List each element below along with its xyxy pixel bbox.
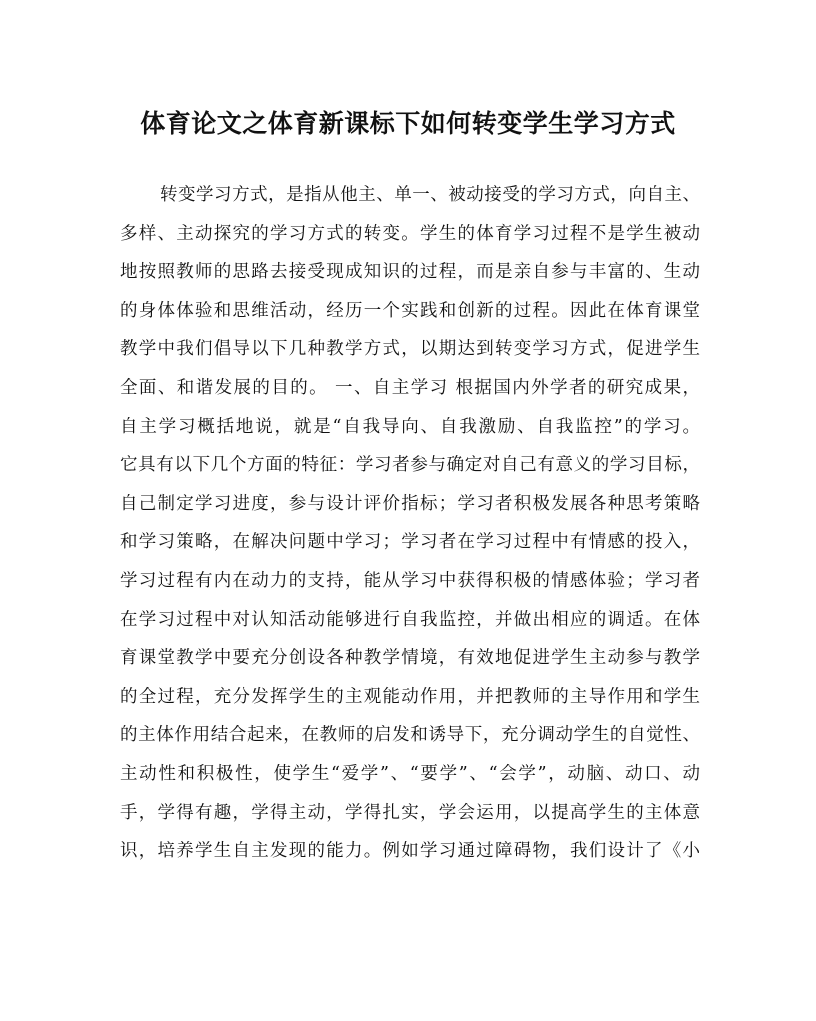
- document-title: 体育论文之体育新课标下如何转变学生学习方式: [140, 109, 676, 138]
- paragraph-line: 它具有以下几个方面的特征：学习者参与确定对自己有意义的学习目标，: [120, 455, 700, 476]
- paragraph-line: 地按照教师的思路去接受现成知识的过程，而是亲自参与丰富的、生动: [120, 262, 700, 283]
- paragraph-line: 转变学习方式，是指从他主、单一、被动接受的学习方式，向自主、: [160, 185, 700, 205]
- paragraph-line: 学习过程有内在动力的支持，能从学习中获得积极的情感体验；学习者: [120, 570, 700, 591]
- paragraph-line: 的主体作用结合起来，在教师的启发和诱导下，充分调动学生的自觉性、: [120, 725, 700, 746]
- paragraph-line: 教学中我们倡导以下几种教学方式，以期达到转变学习方式，促进学生: [120, 339, 700, 360]
- paragraph-line: 和学习策略，在解决问题中学习；学习者在学习过程中有情感的投入，: [120, 532, 700, 553]
- paragraph-line: 识，培养学生自主发现的能力。例如学习通过障碍物，我们设计了《小: [120, 841, 700, 862]
- paragraph-line: 在学习过程中对认知活动能够进行自我监控，并做出相应的调适。在体: [120, 609, 700, 630]
- paragraph-line: 自主学习概括地说，就是“自我导向、自我激励、自我监控”的学习。: [120, 416, 700, 437]
- document-body: [120, 176, 700, 871]
- paragraph-line: 全面、和谐发展的目的。 一、自主学习 根据国内外学者的研究成果，: [120, 377, 700, 398]
- paragraph-line: 多样、主动探究的学习方式的转变。学生的体育学习过程不是学生被动: [120, 223, 700, 244]
- paragraph-line: 育课堂教学中要充分创设各种教学情境，有效地促进学生主动参与教学: [120, 648, 700, 669]
- paragraph-line: 的全过程，充分发挥学生的主观能动作用，并把教师的主导作用和学生: [120, 686, 700, 707]
- paragraph-line: 主动性和积极性，使学生“爱学”、“要学”、“会学”，动脑、动口、动: [120, 763, 700, 784]
- paragraph-line: 的身体体验和思维活动，经历一个实践和创新的过程。因此在体育课堂: [120, 300, 700, 321]
- paragraph-line: 自己制定学习进度，参与设计评价指标；学习者积极发展各种思考策略: [120, 493, 700, 514]
- paragraph-line: 手，学得有趣，学得主动，学得扎实，学会运用，以提高学生的主体意: [120, 802, 700, 823]
